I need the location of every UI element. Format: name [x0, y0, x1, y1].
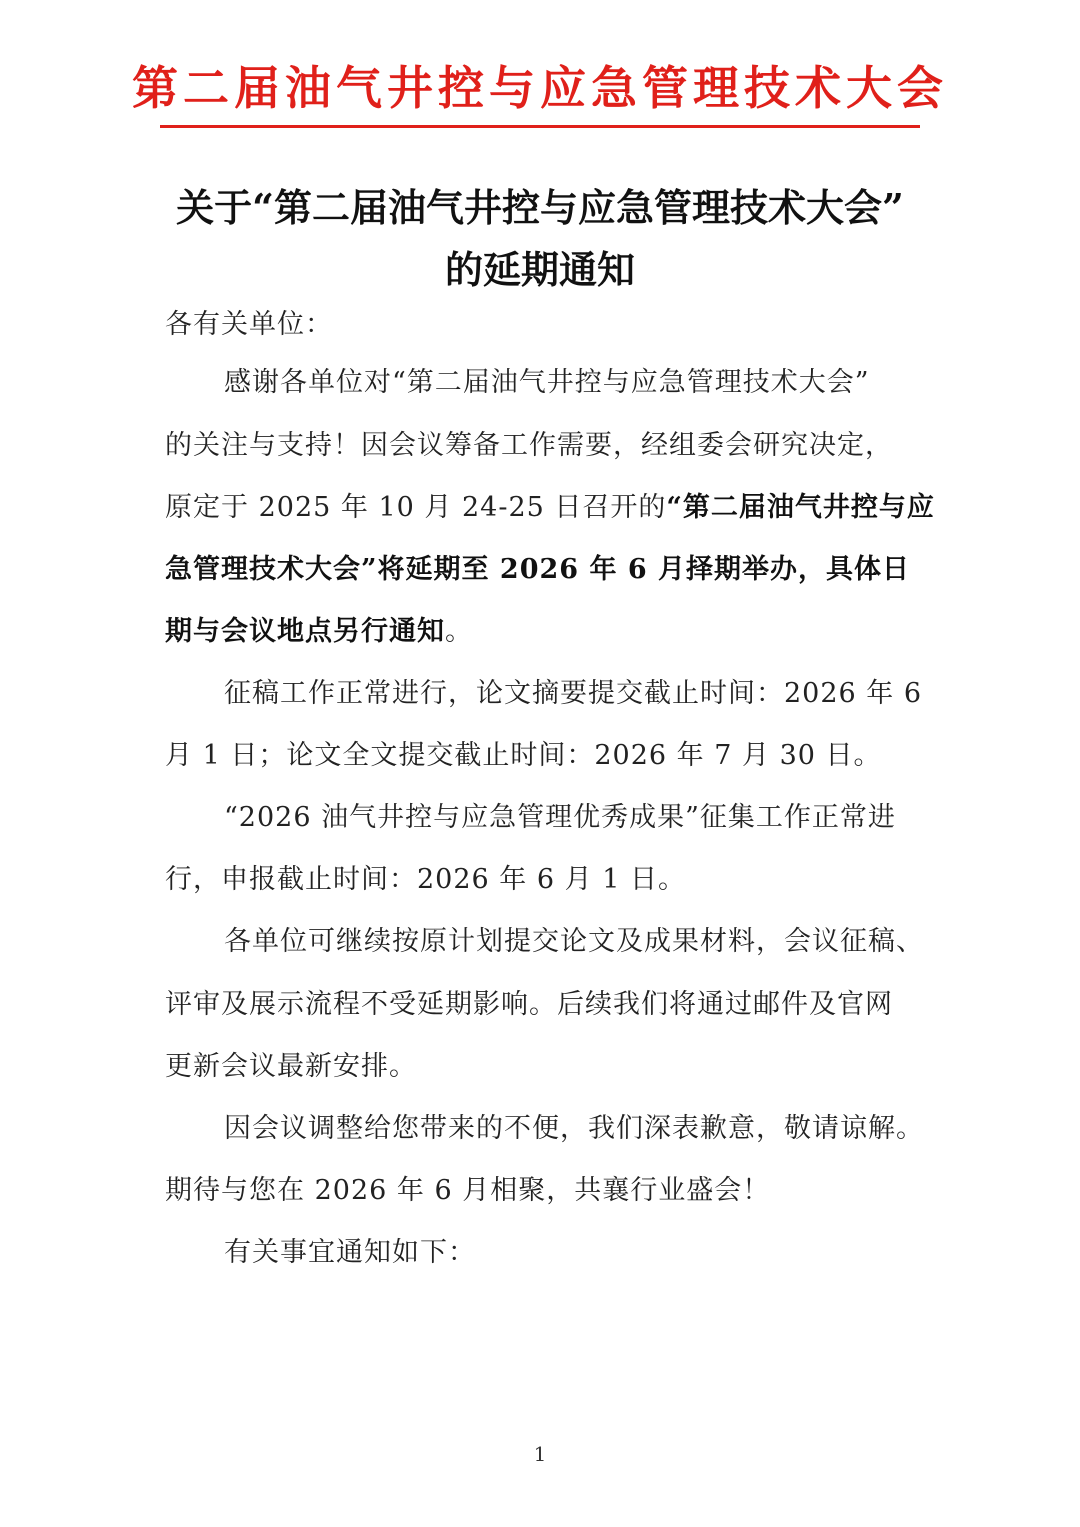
paragraph-4-line-2: 评审及展示流程不受延期影响。后续我们将通过邮件及官网: [165, 989, 893, 1020]
salutation: 各有关单位：: [165, 309, 333, 340]
paragraph-1-line-3: [165, 488, 935, 528]
paragraph-1-line-5-plain: 。: [445, 616, 473, 647]
paragraph-2-line-2: 月 1 日；论文全文提交截止时间：2026 年 7 月 30 日。: [165, 740, 882, 771]
paragraph-5-line-2: 期待与您在 2026 年 6 月相聚，共襄行业盛会！: [165, 1175, 771, 1206]
paragraph-4-line-3: 更新会议最新安排。: [165, 1051, 417, 1082]
paragraph-6-line-1: 有关事宜通知如下：: [224, 1237, 476, 1268]
paragraph-1-line-3-bold: “第二届油气井控与应: [666, 492, 935, 523]
paragraph-5-line-1: 因会议调整给您带来的不便，我们深表歉意，敬请谅解。: [224, 1113, 924, 1144]
paragraph-2-line-1: 征稿工作正常进行，论文摘要提交截止时间：2026 年 6: [224, 678, 923, 709]
document-title-line-2: 的延期通知: [444, 247, 635, 292]
paragraph-3-line-2: 行，申报截止时间：2026 年 6 月 1 日。: [165, 864, 686, 895]
paragraph-3-line-1: “2026 油气井控与应急管理优秀成果”征集工作正常进: [224, 802, 896, 833]
page-number: 1: [533, 1442, 547, 1466]
paragraph-1-line-1: 感谢各单位对“第二届油气井控与应急管理技术大会”: [224, 367, 870, 398]
paragraph-1-line-5: [165, 612, 473, 652]
paragraph-1-line-2: 的关注与支持！因会议筹备工作需要，经组委会研究决定，: [165, 430, 893, 461]
header-divider: [160, 125, 920, 128]
paragraph-1-line-5-bold: 期与会议地点另行通知: [165, 616, 445, 647]
paragraph-1-line-3-plain: 原定于 2025 年 10 月 24-25 日召开的: [165, 492, 667, 523]
paragraph-1-line-4: 急管理技术大会”将延期至 2026 年 6 月择期举办，具体日: [165, 554, 911, 585]
document-title-line-1: 关于“第二届油气井控与应急管理技术大会”: [176, 185, 904, 230]
paragraph-4-line-1: 各单位可继续按原计划提交论文及成果材料，会议征稿、: [224, 926, 924, 957]
conference-header-title: 第二届油气井控与应急管理技术大会: [132, 61, 948, 115]
